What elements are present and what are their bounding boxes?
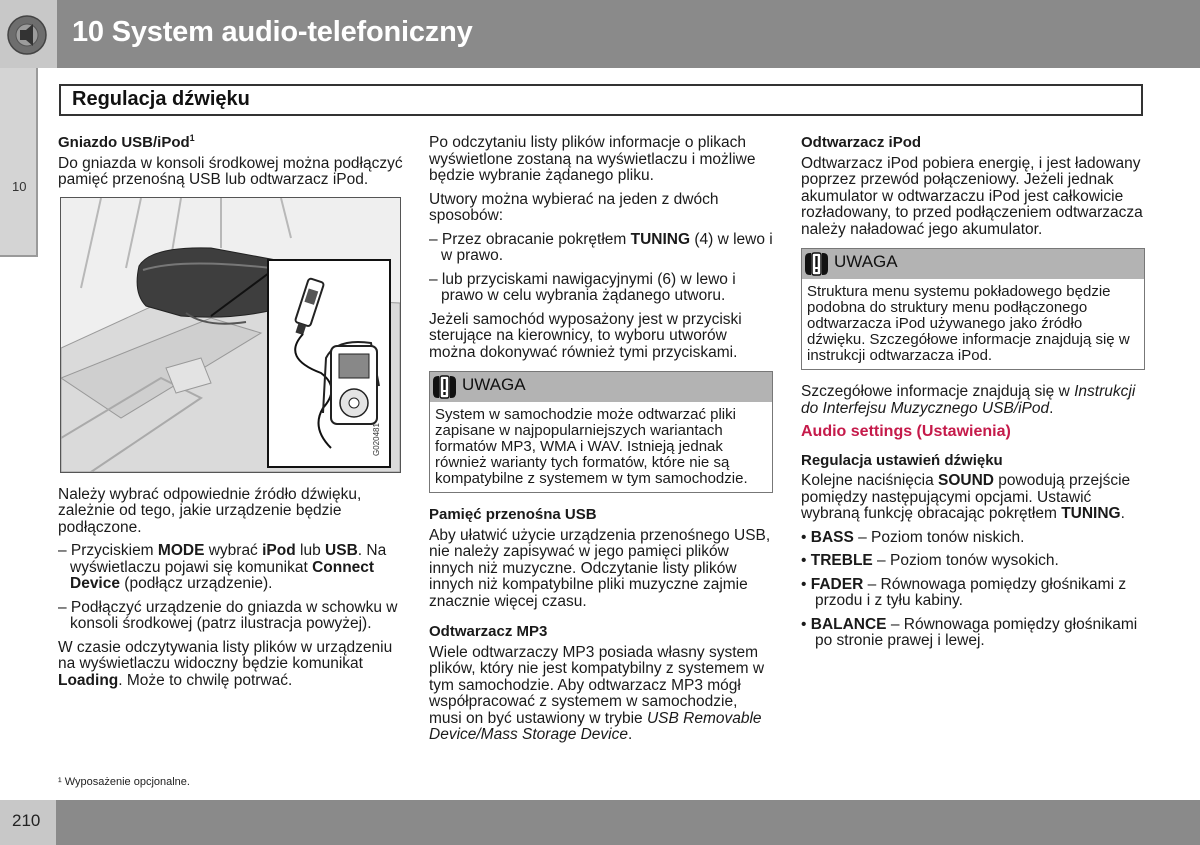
warning-icon (804, 251, 830, 277)
section-title: Regulacja dźwięku (72, 88, 250, 110)
source-select-text: Należy wybrać odpowiednie źródło dźwięku, zależnie od tego, jakie urządzenie będzie podłączone. (58, 485, 362, 536)
file-list-text: Po odczytaniu listy plików informacje o plikach wyświetlone zostaną na wyświetlaczu i możliwe będzie wybranie żądanego pliku. (429, 134, 756, 184)
ipod-heading: Odtwarzacz iPod (801, 134, 922, 151)
figure-code: G020481 (372, 422, 381, 456)
ipod-text: Odtwarzacz iPod pobiera energię, i jest ładowany poprzez przewód połączeniowy. Jeżeli jednak akumulator w odtwarzaczu iPod jest całkowicie rozładowany, to przed podłączeniem odtwarzacza należy naładować jego akumulator. (801, 154, 1143, 238)
warning-label: UWAGA (462, 375, 526, 394)
page-number: 210 (12, 811, 41, 830)
column-2 (429, 135, 773, 751)
mp3-text: Wiele odtwarzaczy MP3 posiada własny system plików, który nie jest kompatybilny z systemem w tym samochodzie. Aby odtwarzacz MP3 mógł współpracować z systemem w samochodzie, musi on być ustawiony w trybie USB Removable Device/Mass Storage Device. (429, 643, 765, 743)
steering-wheel-text: Jeżeli samochód wyposażony jest w przyciski sterujące na kierownicy, to wyboru utworów można dokonywać również tymi przyciskami. (429, 310, 742, 361)
loading-text: W czasie odczytywania listy plików w urządzeniu na wyświetlaczu widoczny będzie komunikat Loading. Może to chwilę potrwać. (58, 638, 393, 689)
option-fader: • FADER – Równowaga pomiędzy głośnikami z przodu i z tyłu kabiny. (801, 575, 1127, 609)
usb-intro: Do gniazda w konsoli środkowej można podłączyć pamięć przenośną USB lub odtwarzacz iPod. (58, 154, 403, 188)
warning-header (430, 372, 772, 402)
usb-ipod-heading: Gniazdo USB/iPod$^1$ (58, 133, 195, 151)
footer-bar (0, 800, 1200, 845)
option-treble: • TREBLE – Poziom tonów wysokich. (801, 552, 1059, 569)
method-tuning: – Przez obracanie pokrętłem TUNING (4) w lewo i w prawo. (429, 230, 773, 264)
reference-text: Szczegółowe informacje znajdują się w Instrukcji do Interfejsu Muzycznego USB/iPod. (801, 383, 1136, 417)
mp3-heading: Odtwarzacz MP3 (429, 623, 548, 640)
chapter-tab-label: 10 (12, 179, 27, 194)
column-3 (801, 135, 1145, 657)
step-mode: – Przyciskiem MODE wybrać iPod lub USB. Na wyświetlaczu pojawi się komunikat Connect Device (podłącz urządzenie). (58, 542, 387, 592)
section-title-box (59, 84, 1143, 116)
console-illustration (60, 197, 401, 473)
warning-header (802, 249, 1144, 279)
warning-text: System w samochodzie może odtwarzać pliki zapisane w najpopularniejszych wariantach formatów MP3, WMA i WAV. Istnieją jednak również warianty tych formatów, które nie są kompatybilne z systemem w tym samochodzie. (435, 406, 748, 487)
audio-settings-heading: Audio settings (Ustawienia) (801, 423, 1011, 440)
header-logo (0, 0, 57, 68)
step-connect: – Podłączyć urządzenie do gniazda w schowku w konsoli środkowej (patrz ilustracja powyżej). (58, 598, 398, 632)
column-1 (58, 135, 403, 696)
chapter-tab (0, 68, 38, 257)
method-nav-buttons: – lub przyciskami nawigacyjnymi (6) w lewo i prawo w celu wybrania żądanego utworu. (429, 270, 736, 304)
sound-adjust-heading: Regulacja ustawień dźwięku (801, 451, 1003, 469)
warning-icon (432, 374, 458, 400)
warning-text: Struktura menu systemu pokładowego będzie podobna do struktury menu podłączonego odtwarzacza iPod używanego jako źródło dźwięku. Szczegółowe informacje znajdują się w instrukcji odtwarzacza iPod. (807, 283, 1130, 364)
usb-memory-heading: Pamięć przenośna USB (429, 506, 597, 523)
option-balance: • BALANCE – Równowaga pomiędzy głośnikami po stronie prawej i lewej. (801, 615, 1138, 649)
speaker-icon (6, 14, 48, 56)
warning-box-ipod-menu (801, 248, 1145, 370)
footnote: ¹ Wyposażenie opcjonalne. (58, 776, 190, 788)
chapter-title: 10 System audio-telefoniczny (72, 16, 473, 48)
usb-memory-text: Aby ułatwić użycie urządzenia przenośnego USB, nie należy zapisywać w jego pamięci plików innych niż muzyczne. Odczytanie listy plików innych niż kompatybilne pliki muzyczne zajmie znacznie więcej czasu. (429, 526, 771, 610)
warning-box-formats (429, 371, 773, 493)
page-number-box (0, 800, 56, 845)
warning-label: UWAGA (834, 252, 898, 271)
sound-adjust-text: Kolejne naciśnięcia SOUND powodują przejście pomiędzy następującymi opcjami. Ustawić wybraną funkcję obracając pokrętłem TUNING. (801, 472, 1131, 522)
option-bass: • BASS – Poziom tonów niskich. (801, 528, 1025, 546)
select-methods-text: Utwory można wybierać na jeden z dwóch sposobów: (429, 190, 719, 224)
